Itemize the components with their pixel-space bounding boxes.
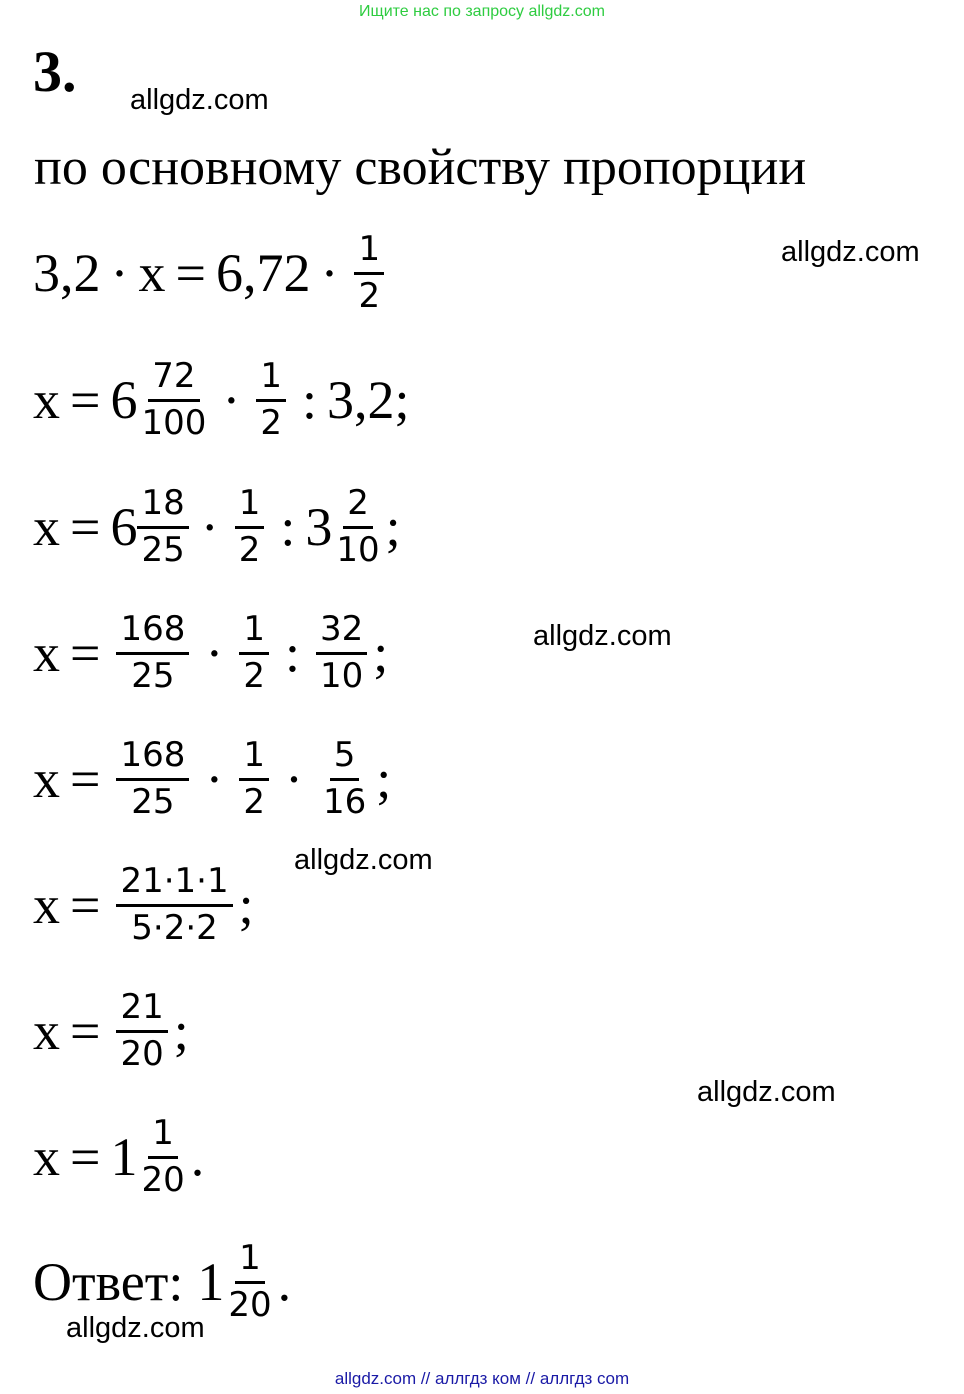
- denominator: 10: [336, 529, 380, 570]
- problem-number: 3.: [33, 39, 77, 104]
- equals-sign: =: [70, 623, 101, 683]
- numerator: 1: [256, 357, 286, 401]
- denominator: 20: [120, 1033, 164, 1074]
- denominator: 25: [131, 781, 175, 822]
- answer-label: Ответ:: [33, 1252, 184, 1312]
- period: .: [277, 1252, 292, 1312]
- equation-line-1: [33, 218, 390, 328]
- whole-part: 6: [110, 497, 138, 557]
- fraction: [332, 484, 383, 569]
- multiply-sign: ·: [205, 623, 224, 683]
- watermark: allgdz.com: [66, 1312, 205, 1344]
- multiply-sign: ·: [200, 497, 219, 557]
- fraction: [316, 610, 367, 695]
- equation-line-7: [33, 976, 189, 1086]
- denominator: 2: [358, 275, 381, 316]
- numerator: 72: [148, 357, 199, 401]
- numerator: 1: [354, 230, 384, 274]
- denominator: 10: [320, 655, 364, 696]
- denominator: 100: [141, 402, 207, 443]
- equation-line-3: [33, 472, 401, 582]
- numerator: 1: [235, 1239, 265, 1283]
- watermark: allgdz.com: [533, 620, 672, 652]
- fraction: [116, 862, 232, 947]
- period: .: [190, 1127, 205, 1187]
- multiply-sign: ·: [110, 243, 129, 303]
- numerator: 1: [148, 1114, 178, 1158]
- numerator: 168: [116, 610, 189, 654]
- variable: x: [33, 497, 60, 557]
- variable: x: [33, 370, 60, 430]
- equation-line-6: [33, 850, 254, 960]
- equation-line-5: [33, 724, 391, 834]
- variable: x: [33, 1127, 60, 1187]
- equals-sign: =: [70, 1001, 101, 1061]
- top-banner: Ищите нас по запросу allgdz.com: [359, 3, 605, 20]
- equals-sign: =: [70, 749, 101, 809]
- fraction: [116, 610, 189, 695]
- whole-part: 3: [305, 497, 333, 557]
- fraction: [354, 230, 384, 315]
- numerator: 5: [330, 736, 360, 780]
- term: 3,2;: [327, 370, 410, 430]
- divide-sign: :: [302, 370, 318, 430]
- term: 3,2: [33, 243, 101, 303]
- variable: x: [138, 243, 166, 303]
- equation-line-8: [33, 1102, 204, 1212]
- fraction: [239, 610, 269, 695]
- semicolon: ;: [373, 623, 389, 683]
- fraction: [235, 484, 265, 569]
- equals-sign: =: [70, 1127, 101, 1187]
- numerator: 18: [137, 484, 188, 528]
- denominator: 20: [228, 1284, 272, 1325]
- numerator: 2: [343, 484, 373, 528]
- equation-line-4: [33, 598, 388, 708]
- denominator: 5·2·2: [131, 907, 218, 948]
- watermark: allgdz.com: [130, 84, 269, 116]
- fraction: [116, 736, 189, 821]
- equals-sign: =: [70, 497, 101, 557]
- equation-line-2: [33, 345, 410, 455]
- fraction: [137, 357, 210, 442]
- denominator: 25: [141, 529, 185, 570]
- numerator: 1: [239, 610, 269, 654]
- numerator: 1: [239, 736, 269, 780]
- watermark: allgdz.com: [697, 1076, 836, 1108]
- semicolon: ;: [238, 875, 254, 935]
- semicolon: ;: [173, 1001, 189, 1061]
- denominator: 2: [238, 529, 261, 570]
- denominator: 2: [243, 781, 265, 822]
- fraction: [256, 357, 286, 442]
- semicolon: ;: [385, 497, 401, 557]
- fraction: [137, 1114, 188, 1199]
- variable: x: [33, 875, 60, 935]
- denominator: 16: [322, 781, 367, 822]
- multiply-sign: ·: [222, 370, 241, 430]
- denominator: 25: [131, 655, 175, 696]
- denominator: 2: [243, 655, 265, 696]
- whole-part: 6: [110, 370, 138, 430]
- multiply-sign: ·: [285, 749, 303, 809]
- numerator: 1: [235, 484, 265, 528]
- intro-text: по основному свойству пропорции: [34, 139, 807, 196]
- multiply-sign: ·: [205, 749, 224, 809]
- divide-sign: :: [280, 497, 296, 557]
- denominator: 20: [141, 1159, 185, 1200]
- denominator: 2: [260, 402, 282, 443]
- divide-sign: :: [285, 623, 301, 683]
- variable: x: [33, 623, 60, 683]
- watermark: allgdz.com: [294, 844, 433, 876]
- multiply-sign: ·: [320, 243, 339, 303]
- variable: x: [33, 1001, 60, 1061]
- watermark: allgdz.com: [781, 236, 920, 268]
- equals-sign: =: [70, 875, 101, 935]
- fraction: [116, 988, 167, 1073]
- semicolon: ;: [376, 749, 392, 809]
- equals-sign: =: [175, 243, 206, 303]
- equals-sign: =: [70, 370, 101, 430]
- fraction: [319, 736, 370, 821]
- term: 6,72: [215, 243, 311, 303]
- numerator: 21: [116, 988, 167, 1032]
- variable: x: [33, 749, 60, 809]
- footer: allgdz.com // аллгдз ком // аллгдз com: [334, 1369, 630, 1388]
- fraction: [239, 736, 269, 821]
- numerator: 32: [316, 610, 367, 654]
- numerator: 168: [116, 736, 189, 780]
- fraction: [137, 484, 188, 569]
- fraction: [224, 1239, 275, 1324]
- numerator: 21·1·1: [116, 862, 232, 906]
- whole-part: 1: [197, 1252, 225, 1312]
- whole-part: 1: [110, 1127, 138, 1187]
